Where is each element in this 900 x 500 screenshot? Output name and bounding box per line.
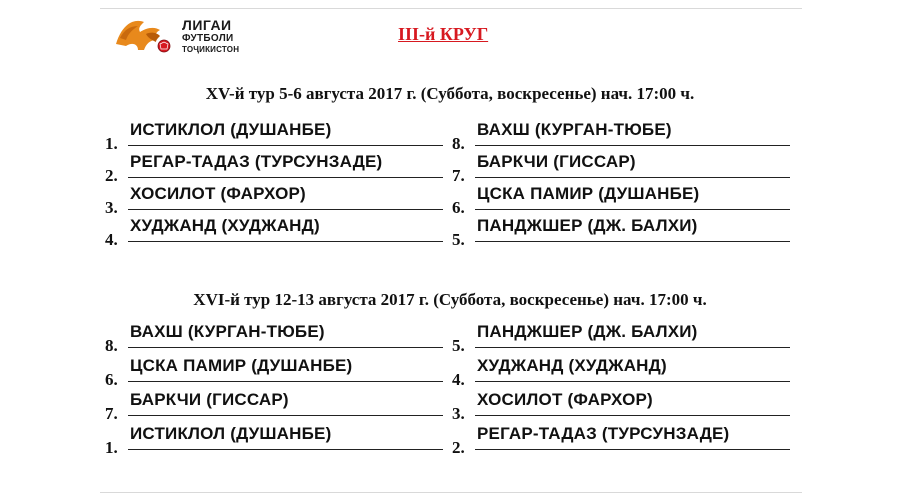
fixture-row xyxy=(0,356,900,388)
home-team-name: ХУДЖАНД (ХУДЖАНД) xyxy=(130,216,320,235)
home-team-slot xyxy=(105,216,445,248)
fixture-row xyxy=(0,322,900,354)
home-team-number: 3. xyxy=(105,198,118,217)
fixture-row xyxy=(0,120,900,152)
away-team-number: 7. xyxy=(452,166,465,185)
winged-lion-football-icon xyxy=(110,14,180,56)
team-underline xyxy=(475,177,790,178)
away-team-number: 3. xyxy=(452,404,465,423)
away-team-slot xyxy=(452,184,792,216)
home-team-name: ВАХШ (КУРГАН-ТЮБЕ) xyxy=(130,322,325,341)
away-team-name: ВАХШ (КУРГАН-ТЮБЕ) xyxy=(477,120,672,139)
team-underline xyxy=(128,177,443,178)
home-team-slot xyxy=(105,390,445,422)
fixture-row xyxy=(0,390,900,422)
logo-line-1: ЛИГАИ xyxy=(182,17,232,33)
logo-wordmark xyxy=(182,18,239,54)
home-team-name: РЕГАР-ТАДАЗ (ТУРСУНЗАДЕ) xyxy=(130,152,383,171)
team-underline xyxy=(475,145,790,146)
away-team-name: БАРКЧИ (ГИССАР) xyxy=(477,152,636,171)
fixture-row xyxy=(0,424,900,456)
away-team-number: 4. xyxy=(452,370,465,389)
home-team-name: ЦСКА ПАМИР (ДУШАНБЕ) xyxy=(130,356,353,375)
home-team-name: ИСТИКЛОЛ (ДУШАНБЕ) xyxy=(130,424,332,443)
home-team-slot xyxy=(105,120,445,152)
team-underline xyxy=(475,449,790,450)
top-divider xyxy=(100,8,802,9)
home-team-name: ИСТИКЛОЛ (ДУШАНБЕ) xyxy=(130,120,332,139)
home-team-slot xyxy=(105,184,445,216)
away-team-name: ХОСИЛОТ (ФАРХОР) xyxy=(477,390,653,409)
away-team-slot xyxy=(452,216,792,248)
team-underline xyxy=(475,415,790,416)
away-team-slot xyxy=(452,322,792,354)
away-team-slot xyxy=(452,120,792,152)
team-underline xyxy=(128,347,443,348)
away-team-number: 5. xyxy=(452,336,465,355)
home-team-number: 1. xyxy=(105,134,118,153)
away-team-slot xyxy=(452,152,792,184)
home-team-slot xyxy=(105,322,445,354)
away-team-slot xyxy=(452,424,792,456)
fixture-row xyxy=(0,184,900,216)
away-team-number: 6. xyxy=(452,198,465,217)
away-team-name: ХУДЖАНД (ХУДЖАНД) xyxy=(477,356,667,375)
away-team-number: 2. xyxy=(452,438,465,457)
away-team-number: 5. xyxy=(452,230,465,249)
team-underline xyxy=(475,241,790,242)
team-underline xyxy=(128,209,443,210)
round-title: III-й КРУГ xyxy=(398,24,489,44)
away-team-slot xyxy=(452,356,792,388)
logo-line-3: ТОҶИКИСТОН xyxy=(182,45,240,54)
logo-line-2: ФУТБОЛИ xyxy=(182,33,234,44)
fixture-row xyxy=(0,216,900,248)
team-underline xyxy=(475,209,790,210)
home-team-number: 1. xyxy=(105,438,118,457)
team-underline xyxy=(128,241,443,242)
home-team-number: 8. xyxy=(105,336,118,355)
away-team-name: ЦСКА ПАМИР (ДУШАНБЕ) xyxy=(477,184,700,203)
team-underline xyxy=(128,381,443,382)
home-team-slot xyxy=(105,424,445,456)
away-team-name: ПАНДЖШЕР (ДЖ. БАЛХИ) xyxy=(477,322,698,341)
team-underline xyxy=(475,381,790,382)
team-underline xyxy=(128,449,443,450)
tour-title: XVI-й тур 12-13 августа 2017 г. (Суббота, воскресенье) нач. 17:00 ч. xyxy=(193,290,707,309)
home-team-name: БАРКЧИ (ГИССАР) xyxy=(130,390,289,409)
home-team-number: 4. xyxy=(105,230,118,249)
home-team-number: 7. xyxy=(105,404,118,423)
league-logo xyxy=(110,14,255,56)
home-team-slot xyxy=(105,152,445,184)
away-team-name: ПАНДЖШЕР (ДЖ. БАЛХИ) xyxy=(477,216,698,235)
team-underline xyxy=(475,347,790,348)
away-team-number: 8. xyxy=(452,134,465,153)
away-team-slot xyxy=(452,390,792,422)
fixture-row xyxy=(0,152,900,184)
home-team-slot xyxy=(105,356,445,388)
bottom-divider xyxy=(100,492,802,493)
tour-title: XV-й тур 5-6 августа 2017 г. (Суббота, воскресенье) нач. 17:00 ч. xyxy=(205,84,695,103)
home-team-name: ХОСИЛОТ (ФАРХОР) xyxy=(130,184,306,203)
home-team-number: 2. xyxy=(105,166,118,185)
team-underline xyxy=(128,145,443,146)
home-team-number: 6. xyxy=(105,370,118,389)
team-underline xyxy=(128,415,443,416)
away-team-name: РЕГАР-ТАДАЗ (ТУРСУНЗАДЕ) xyxy=(477,424,730,443)
